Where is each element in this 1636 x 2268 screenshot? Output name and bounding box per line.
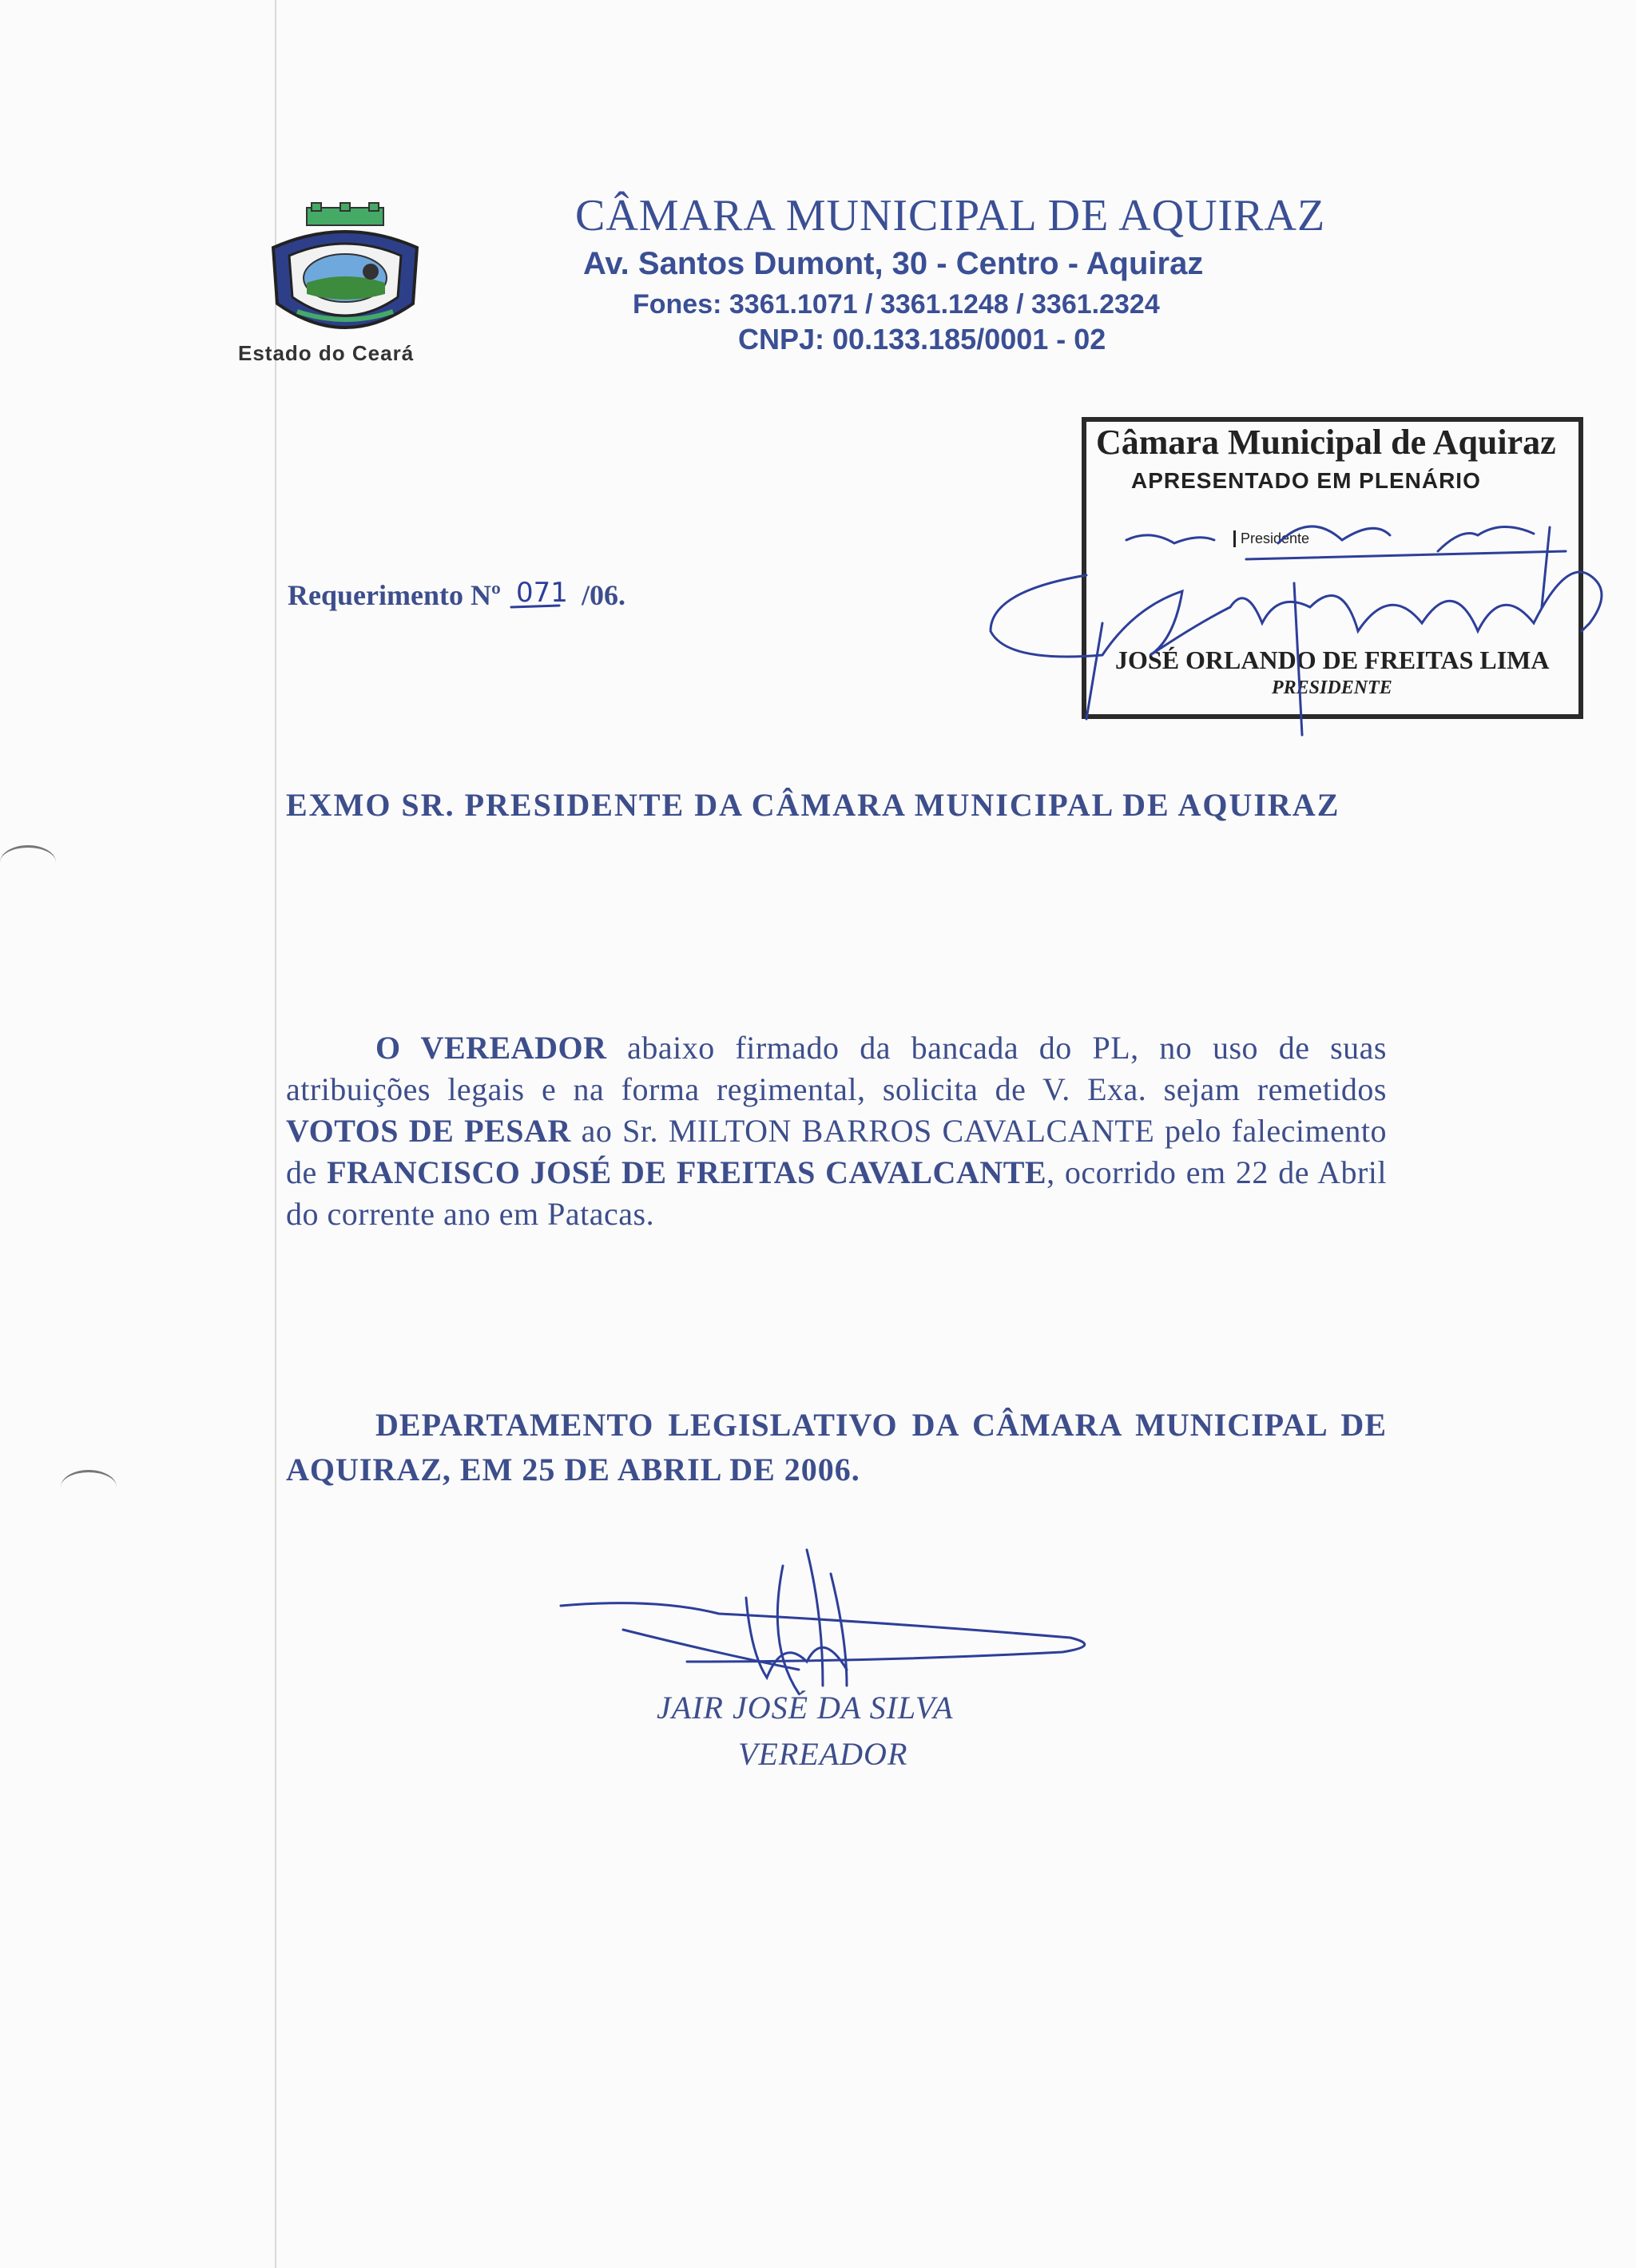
- department-closing: DEPARTAMENTO LEGISLATIVO DA CÂMARA MUNICIPAL DE AQUIRAZ, EM 25 DE ABRIL DE 2006.: [286, 1407, 1387, 1488]
- body-deceased-name: FRANCISCO JOSÉ DE FREITAS CAVALCANTE: [327, 1154, 1047, 1190]
- body-text-a: abaixo firmado da bancada do PL, no uso de suas atribuições legais e na forma regimental, solicita de V. Exa. sejam remetidos: [286, 1030, 1388, 1107]
- punch-hole-mark: [61, 1470, 117, 1504]
- body-text-b: ao Sr. MILTON BARROS CAVALCANTE pelo falecimento de: [286, 1113, 1387, 1190]
- body-votos-bold: VOTOS DE PESAR: [286, 1113, 571, 1149]
- request-label: Requerimento Nº: [288, 579, 501, 611]
- stamp-president-name: JOSÉ ORLANDO DE FREITAS LIMA: [1115, 645, 1550, 674]
- stamp-subtitle: APRESENTADO EM PLENÁRIO: [1131, 468, 1481, 493]
- request-number: 071: [516, 577, 568, 609]
- addressee: EXMO SR. PRESIDENTE DA CÂMARA MUNICIPAL DE AQUIRAZ: [286, 787, 1340, 823]
- chamber-title: CÂMARA MUNICIPAL DE AQUIRAZ: [575, 191, 1326, 240]
- stamp-president-role: PRESIDENTE: [1272, 677, 1392, 698]
- chamber-address: Av. Santos Dumont, 30 - Centro - Aquiraz: [583, 246, 1204, 281]
- request-year: /06.: [582, 579, 626, 611]
- punch-hole-mark: [0, 845, 56, 880]
- state-label: Estado do Ceará: [238, 341, 415, 365]
- stamp-presidente-box: Presidente: [1233, 530, 1309, 547]
- body-text-c: , ocorrido em 22 de Abril do corrente ano em Patacas.: [286, 1154, 1387, 1232]
- body-intro-bold: O VEREADOR: [375, 1030, 607, 1066]
- signer-role: VEREADOR: [738, 1736, 908, 1772]
- chamber-cnpj: CNPJ: 00.133.185/0001 - 02: [738, 323, 1106, 355]
- stamp-title: Câmara Municipal de Aquiraz: [1096, 423, 1556, 462]
- municipal-crest-icon: [265, 200, 425, 352]
- signer-name: JAIR JOSÉ DA SILVA: [657, 1690, 954, 1726]
- request-body: [286, 1027, 1387, 1235]
- chamber-phones: Fones: 3361.1071 / 3361.1248 / 3361.2324: [633, 289, 1160, 320]
